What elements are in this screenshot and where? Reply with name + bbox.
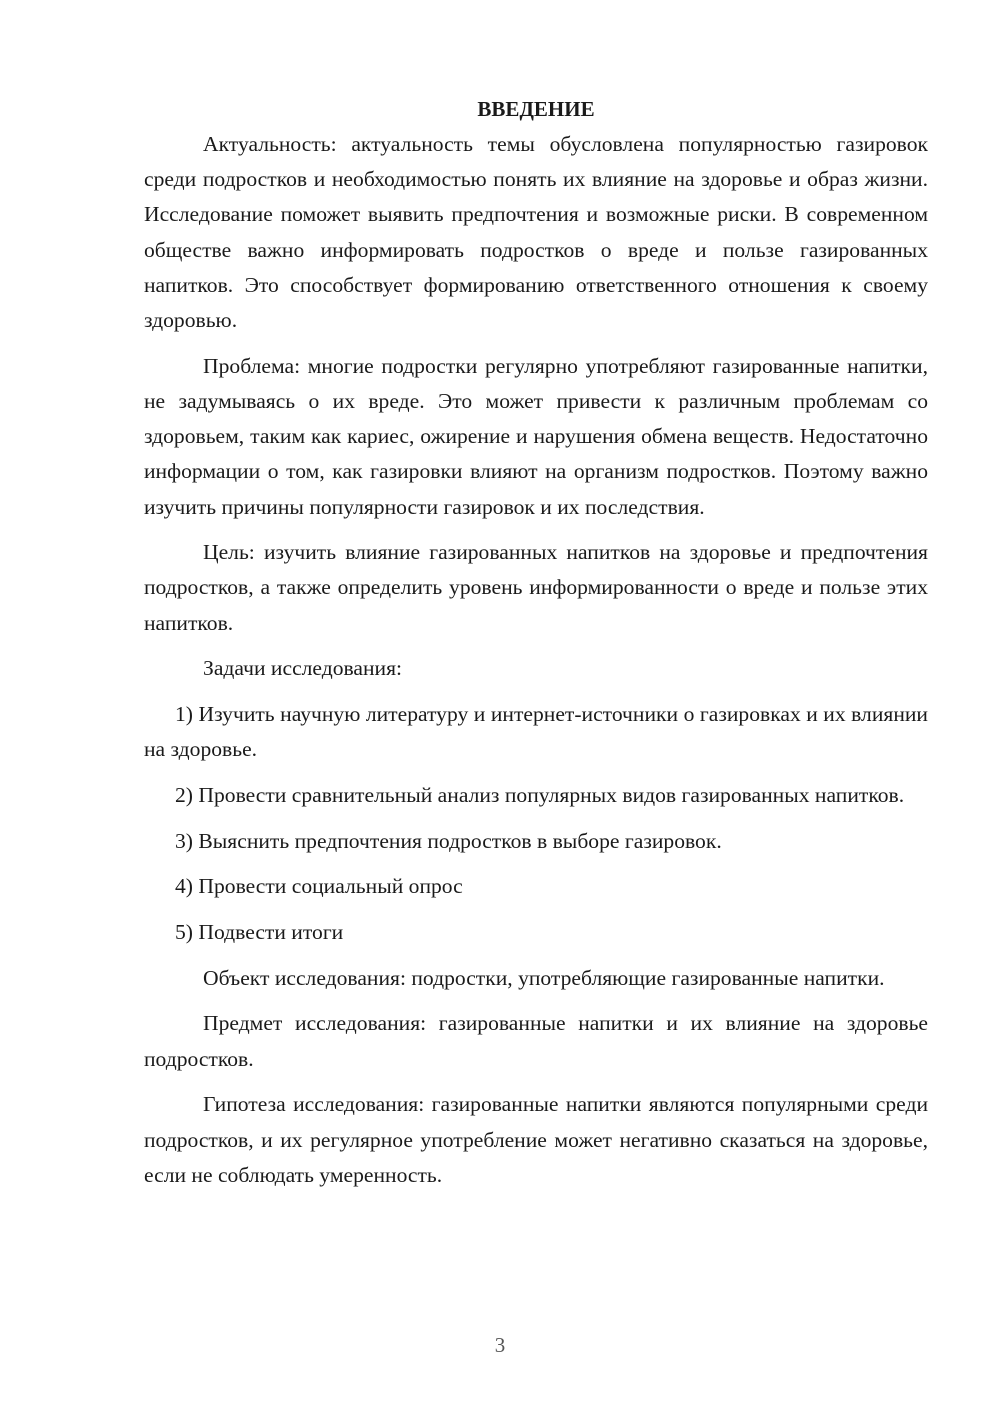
task-item: 2) Провести сравнительный анализ популярных видов газированных напитков. xyxy=(175,782,905,807)
task-item: 3) Выяснить предпочтения подростков в выборе газировок. xyxy=(175,828,722,853)
tasks-heading: Задачи исследования: xyxy=(203,656,403,681)
task-item: 1) Изучить научную литературу и интернет-источники о газировках и их влиянии на здоровье. xyxy=(144,702,928,762)
document-page xyxy=(144,92,928,1203)
page-number: 3 xyxy=(494,1333,506,1357)
section-title: ВВЕДЕНИЕ xyxy=(477,97,595,121)
paragraph-hypothesis: Гипотеза исследования: газированные напитки являются популярными среди подростков, и их регулярное употребление может негативно сказаться на здоровье, если не соблюдать умеренность. xyxy=(144,1092,928,1187)
paragraph-relevance: Актуальность: актуальность темы обусловлена популярностью газировок среди подростков и необходимостью понять их влияние на здоровье и образ жизни. Исследование поможет выявить предпочтения и возможные риски. В современном обществе важно информировать подростков о вреде и пользе газированных напитков. Это способствует формированию ответственного отношения к своему здоровью. xyxy=(144,132,928,333)
task-item: 4) Провести социальный опрос xyxy=(175,874,463,899)
paragraph-problem: Проблема: многие подростки регулярно употребляют газированные напитки, не задумываясь о их вреде. Это может привести к различным проблемам со здоровьем, таким как кариес, ожирение и нарушения обмена веществ. Недостаточно информации о том, как газировки влияют на организм подростков. Поэтому важно изучить причины популярности газировок и их последствия. xyxy=(144,353,928,519)
paragraph-object: Объект исследования: подростки, употребляющие газированные напитки. xyxy=(203,965,885,990)
paragraph-goal: Цель: изучить влияние газированных напитков на здоровье и предпочтения подростков, а также определить уровень информированности о вреде и пользе этих напитков. xyxy=(144,540,928,635)
paragraph-subject: Предмет исследования: газированные напитки и их влияние на здоровье подростков. xyxy=(144,1011,928,1071)
task-item: 5) Подвести итоги xyxy=(175,920,344,945)
